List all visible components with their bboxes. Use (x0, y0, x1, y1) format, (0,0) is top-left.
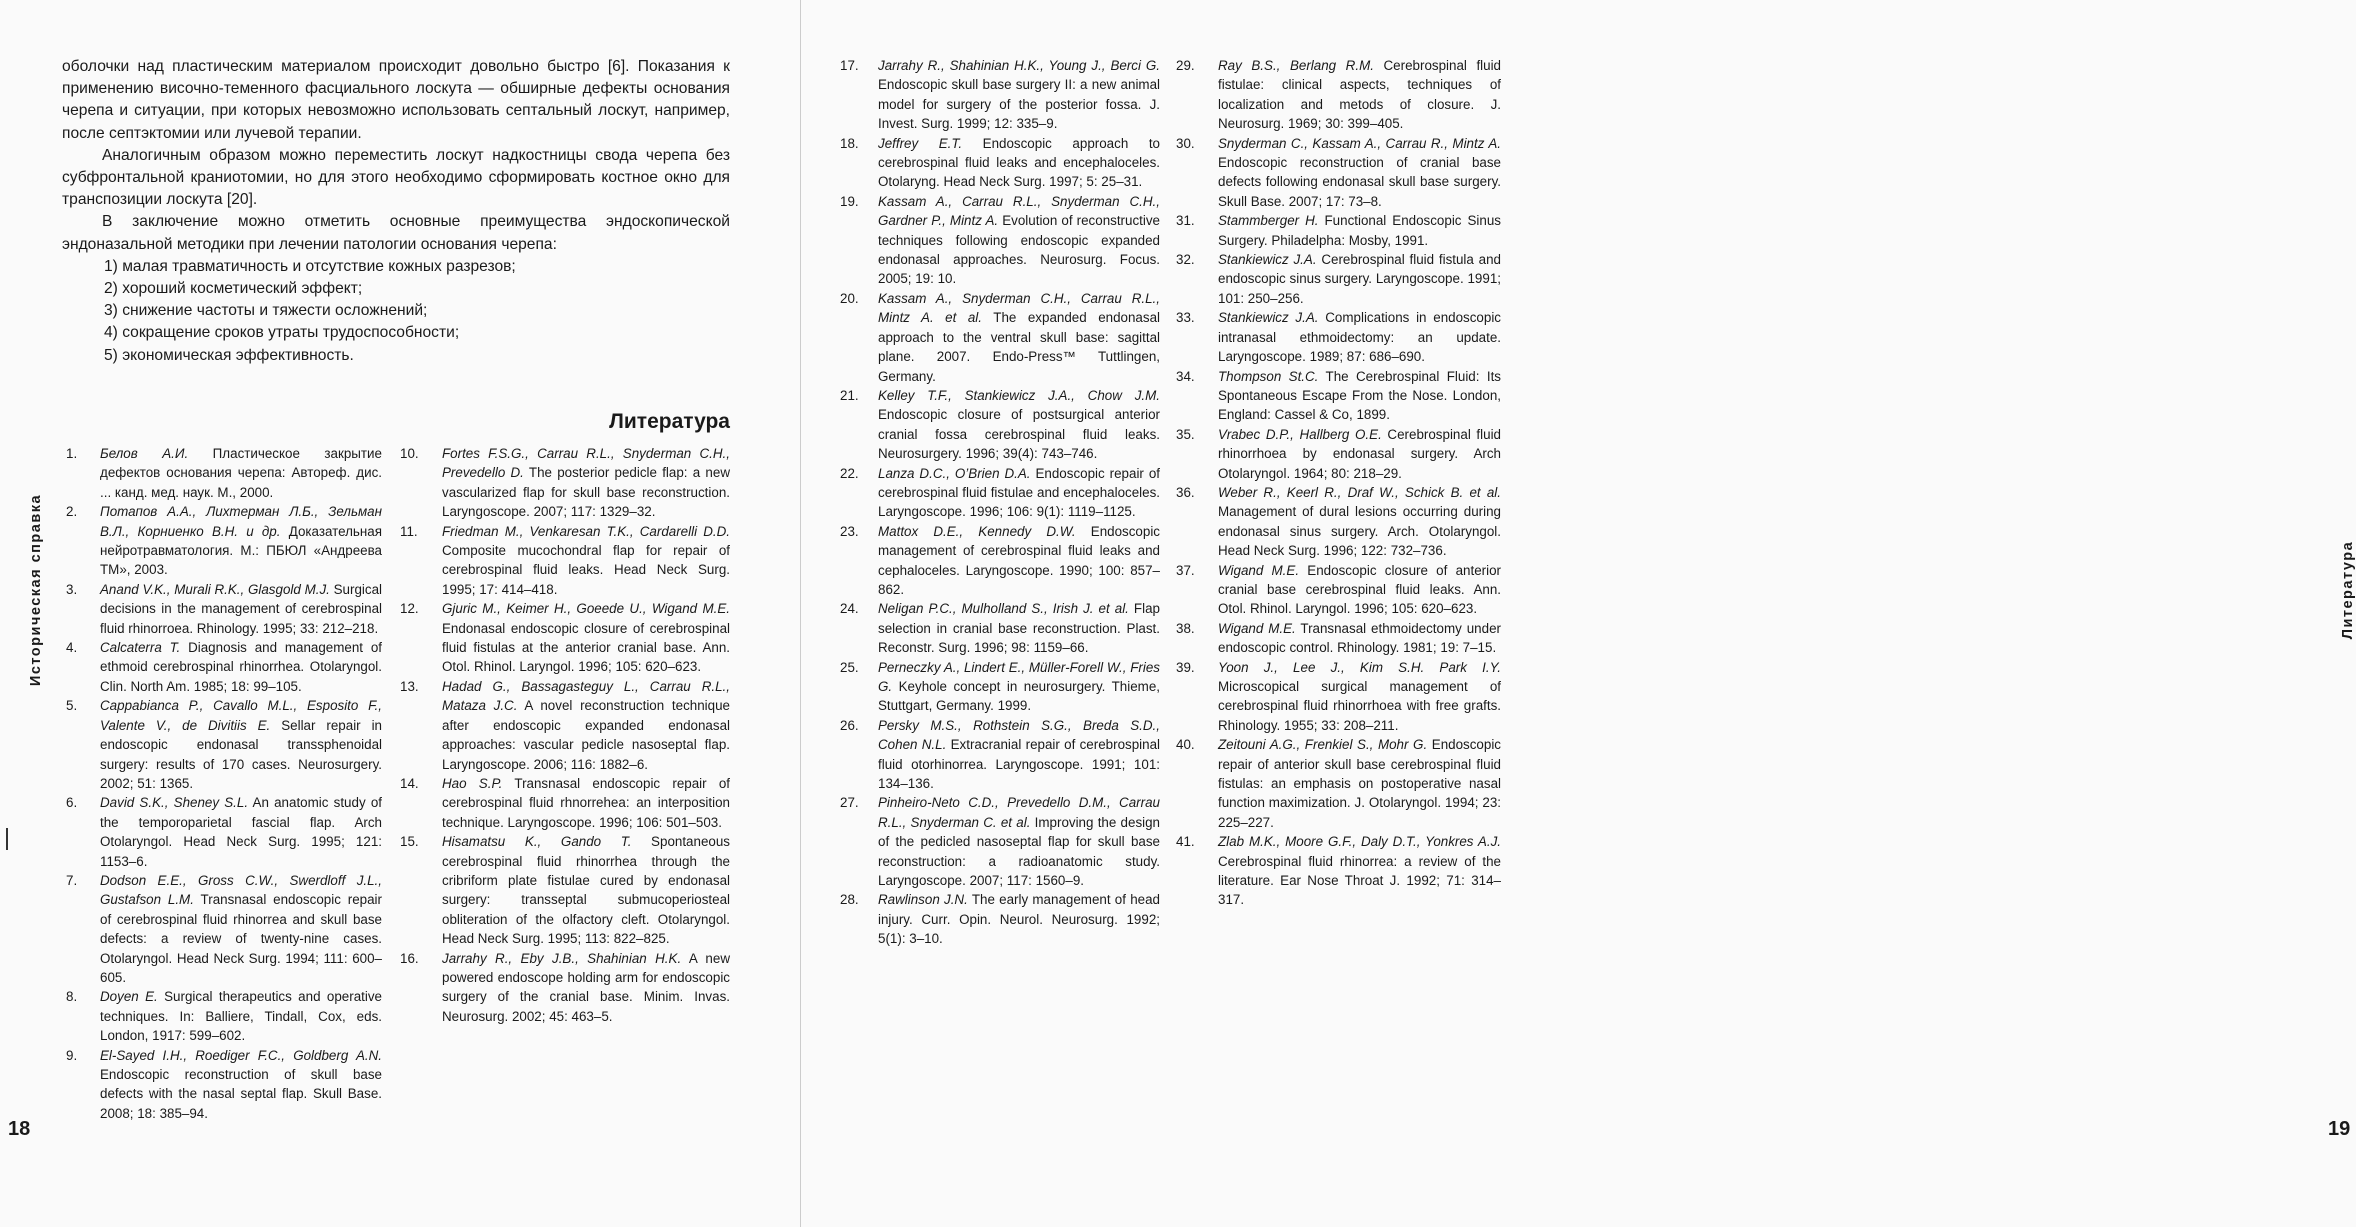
reference-text (878, 56, 1160, 134)
reference-number: 4. (66, 640, 78, 656)
reference-number: 33. (1176, 310, 1195, 326)
reference-authors: Gjuric M., Keimer H., Goeede U., Wigand M.E. (442, 601, 730, 617)
reference-text (1218, 832, 1501, 910)
reference-text (100, 444, 382, 502)
references-column-3 (840, 56, 1160, 949)
reference-body: The posterior pedicle flap: a new vascularized flap for skull base reconstruction. Laryngoscope. 2007; 117: 1329–32. (442, 465, 730, 520)
reference-body: Functional Endoscopic Sinus Surgery. Philadelpha: Mosby, 1991. (1218, 213, 1501, 248)
body-text (62, 56, 730, 367)
reference-body: Endoscopic repair of anterior skull base cerebrospinal fluid fistulas: an emphasis on postoperative nasal function maximization. J. Otolaryngol. 1994; 23: 225–227. (1218, 737, 1501, 830)
reference-authors: Jeffrey E.T. (878, 135, 963, 151)
reference-body: Cerebrospinal fluid rhinorrea: a review of the literature. Ear Nose Throat J. 1992; 71: 314–317. (1218, 853, 1501, 908)
reference-number: 17. (840, 58, 859, 73)
reference-body: Surgical decisions in the management of cerebrospinal fluid rhinorroea. Rhinology. 1995; 33: 212–218. (100, 581, 382, 636)
reference-authors: Потапов А.А., Лихтерман Л.Б., Зельман В.Л., Корниенко В.Н. и др. (100, 504, 382, 539)
reference-number: 41. (1176, 834, 1195, 850)
reference-number: 37. (1176, 562, 1195, 578)
reference-number: 22. (840, 465, 859, 481)
reference-text (442, 949, 730, 1027)
reference-body: Surgical therapeutics and operative techniques. In: Balliere, Tindall, Cox, eds. London, 1917: 599–602. (100, 989, 382, 1044)
paragraph: Аналогичным образом можно переместить лоскут надкостницы свода черепа без субфронтальной краниотомии, но для этого необходимо сформировать костное окно для транспозиции лоскута [20]. (62, 146, 730, 209)
reference-body: Composite mucochondral flap for repair of cerebrospinal fluid leaks. Head Neck Surg. 1995; 17: 414–418. (442, 543, 730, 597)
reference-authors: David S.K., Sheney S.L. (100, 795, 249, 811)
reference-item (1176, 308, 1501, 366)
reference-body: An anatomic study of the temporoparietal fascial flap. Arch Otolaryngol. Head Neck Surg. 1995; 121: 1153–6. (100, 795, 382, 869)
reference-authors: Kelley T.F., Stankiewicz J.A., Chow J.M. (878, 387, 1160, 403)
reference-number: 31. (1176, 213, 1195, 229)
reference-authors: Stammberger H. (1218, 213, 1319, 229)
reference-body: Endoscopic closure of anterior cranial base cerebrospinal fluid leaks. Ann. Otol. Rhinol. Laryngol. 1996; 105: 620–623. (1218, 562, 1501, 617)
reference-number: 3. (66, 581, 78, 597)
reference-text (1218, 211, 1501, 250)
reference-authors: Hao S.P. (442, 775, 503, 791)
advantages-list (62, 256, 730, 367)
reference-body: The expanded endonasal approach to the ventral skull base: sagittal plane. 2007. Endo-Press™ Tuttlingen, Germany. (878, 310, 1160, 384)
reference-text (1218, 308, 1501, 366)
reference-number: 23. (840, 523, 859, 539)
reference-text (100, 871, 382, 987)
reference-text (442, 774, 730, 832)
reference-authors: Hadad G., Bassagasteguy L., Carrau R.L., Mataza J.C. (442, 678, 730, 714)
reference-number: 39. (1176, 659, 1195, 675)
reference-body: Diagnosis and management of ethmoid cerebrospinal rhinorrhea. Otolaryngol. Clin. North Am. 1985; 18: 99–105. (100, 640, 382, 694)
reference-authors: Hisamatsu K., Gando T. (442, 834, 632, 850)
list-item: 2) хороший косметический эффект; (104, 280, 363, 298)
list-item: 3) снижение частоты и тяжести осложнений; (104, 302, 428, 320)
reference-item (840, 890, 1160, 948)
reference-number: 28. (840, 892, 859, 908)
reference-item (1176, 619, 1501, 658)
reference-authors: Pinheiro-Neto C.D., Prevedello D.M., Carrau R.L., Snyderman C. et al. (878, 795, 1160, 830)
reference-number: 10. (400, 446, 419, 461)
reference-authors: Ray B.S., Berlang R.M. (1218, 58, 1374, 73)
reference-authors: Neligan P.C., Mulholland S., Irish J. et al. (878, 601, 1129, 617)
reference-number: 12. (400, 601, 419, 617)
reference-authors: Kassam A., Snyderman C.H., Carrau R.L., Mintz A. et al. (878, 290, 1160, 326)
reference-item (1176, 735, 1501, 832)
reference-body: Пластическое закрытие дефектов основания черепа: Автореф. дис. ... канд. мед. наук. М., 2000. (100, 446, 382, 500)
reference-body: Cerebrospinal fluid rhinorrhoea by endonasal surgery. Arch Otolaryngol. 1964; 80: 218–29. (1218, 426, 1501, 481)
reference-body: Extracranial repair of cerebrospinal fluid otorhinorrea. Laryngoscope. 1991; 101: 134–136. (878, 737, 1161, 792)
references-column-4 (1176, 56, 1501, 910)
reference-body: Endoscopic reconstruction of skull base defects with the nasal septal flap. Skull Base. 2008; 18: 385–94. (100, 1067, 382, 1121)
reference-authors: Zlab M.K., Moore G.F., Daly D.T., Yonkres A.J. (1218, 834, 1501, 850)
reference-item (400, 444, 730, 522)
reference-text (878, 716, 1160, 794)
reference-number: 26. (840, 717, 859, 733)
reference-item (1176, 561, 1501, 619)
reference-authors: Zeitouni A.G., Frenkiel S., Mohr G. (1218, 737, 1428, 753)
reference-authors: Snyderman C., Kassam A., Carrau R., Mintz A. (1218, 135, 1501, 151)
reference-text (1218, 658, 1501, 736)
running-head-right: Литература (2340, 540, 2356, 640)
reference-text (100, 580, 382, 638)
reference-item (1176, 425, 1501, 483)
reference-body: Endoscopic skull base surgery II: a new animal model for surgery of the posterior fossa. J. Invest. Surg. 1999; 12: 335–9. (878, 77, 1160, 132)
reference-number: 8. (66, 989, 78, 1005)
reference-item (840, 289, 1160, 386)
reference-item (840, 56, 1160, 134)
reference-authors: Yoon J., Lee J., Kim S.H. Park I.Y. (1218, 659, 1501, 675)
reference-authors: Rawlinson J.N. (878, 892, 968, 908)
reference-text (100, 638, 382, 696)
reference-body: Complications in endoscopic intranasal ethmoidectomy: an update. Laryngoscope. 1989; 87: 686–690. (1218, 310, 1501, 365)
reference-text (878, 386, 1160, 464)
reference-number: 27. (840, 795, 859, 811)
reference-authors: Jarrahy R., Shahinian H.K., Young J., Berci G. (878, 58, 1160, 73)
list-item: 4) сокращение сроков утраты трудоспособности; (104, 324, 460, 342)
reference-authors: Calcaterra T. (100, 640, 181, 656)
reference-item (62, 502, 382, 580)
reference-item (62, 1046, 382, 1124)
reference-item (62, 987, 382, 1045)
reference-item (1176, 134, 1501, 212)
reference-number: 38. (1176, 620, 1195, 636)
literature-heading: Литература (609, 410, 730, 433)
reference-authors: Cappabianca P., Cavallo M.L., Esposito F., Valente V., de Divitiis E. (100, 698, 382, 733)
page-number-right: 19 (2328, 1118, 2351, 1140)
reference-item (840, 599, 1160, 657)
reference-item (400, 522, 730, 600)
reference-authors: Wigand M.E. (1218, 562, 1300, 578)
reference-item (62, 793, 382, 871)
reference-item (400, 832, 730, 948)
reference-text (878, 134, 1160, 192)
reference-body: Flap selection in cranial base reconstruction. Plast. Reconstr. Surg. 1996; 98: 1159–66. (878, 601, 1160, 656)
reference-authors: Anand V.K., Murali R.K., Glasgold M.J. (100, 581, 330, 597)
reference-body: The Cerebrospinal Fluid: Its Spontaneous Escape From the Nose. London, England: Cassel & Co, 1899. (1218, 368, 1501, 423)
running-head-left: Историческая справка (28, 493, 44, 687)
reference-authors: Stankiewicz J.A. (1218, 310, 1319, 326)
reference-text (100, 793, 382, 871)
reference-body: Spontaneous cerebrospinal fluid rhinorrhea through the cribriform plate fistulae cured by endonasal surgery: transseptal submucoperiosteal obliteration of the olfactory cleft. Otolaryngol. Head Neck Surg. 1995; 113: 822–825. (442, 834, 730, 947)
reference-number: 32. (1176, 252, 1195, 268)
reference-number: 20. (840, 290, 859, 306)
reference-number: 9. (66, 1047, 78, 1063)
reference-text (442, 444, 730, 522)
references-column-1 (62, 444, 382, 1123)
reference-item (400, 677, 730, 774)
reference-item (62, 638, 382, 696)
reference-authors: Persky M.S., Rothstein S.G., Breda S.D., Cohen N.L. (878, 717, 1160, 753)
page-number-left: 18 (8, 1118, 31, 1140)
reference-text (878, 890, 1160, 948)
reference-item (62, 580, 382, 638)
reference-number: 6. (66, 795, 78, 811)
reference-body: Endoscopic reconstruction of cranial base defects following endonasal skull base surgery. Skull Base. 2007; 17: 73–8. (1218, 155, 1501, 209)
reference-text (1218, 425, 1501, 483)
reference-item (840, 134, 1160, 192)
margin-mark (6, 828, 8, 850)
reference-text (878, 599, 1160, 657)
reference-item (400, 599, 730, 677)
list-item: 5) экономическая эффективность. (104, 346, 354, 364)
reference-authors: Dodson E.E., Gross C.W., Swerdloff J.L., Gustafson L.M. (100, 872, 382, 908)
reference-body: Transnasal ethmoidectomy under endoscopic control. Rhinology. 1981; 19: 7–15. (1218, 620, 1501, 656)
reference-number: 21. (840, 387, 859, 403)
reference-number: 18. (840, 135, 859, 151)
reference-authors: Doyen E. (100, 989, 158, 1005)
reference-text (878, 793, 1160, 890)
reference-item (1176, 832, 1501, 910)
reference-number: 25. (840, 659, 859, 675)
reference-body: Improving the design of the pedicled nasoseptal flap for skull base reconstruction: a radioanatomic study. Laryngoscope. 2007; 117: 1560–9. (878, 814, 1161, 889)
reference-body: Endoscopic repair of cerebrospinal fluid fistulae and encephaloceles. Laryngoscope. 1996; 106: 9(1): 1119–1125. (878, 465, 1161, 520)
reference-number: 40. (1176, 737, 1195, 753)
reference-item (1176, 211, 1501, 250)
reference-item (62, 696, 382, 793)
reference-text (442, 832, 730, 948)
reference-number: 7. (66, 872, 78, 888)
reference-item (840, 522, 1160, 600)
reference-number: 2. (66, 504, 78, 520)
reference-text (100, 696, 382, 793)
reference-body: Microscopical surgical management of cerebrospinal fluid rhinorrhoea with free grafts. Rhinology. 1955; 33: 208–211. (1218, 679, 1501, 733)
reference-item (400, 949, 730, 1027)
reference-authors: Mattox D.E., Kennedy D.W. (878, 523, 1076, 539)
list-item: 1) малая травматичность и отсутствие кожных разрезов; (104, 257, 516, 275)
reference-item (840, 793, 1160, 890)
reference-item (400, 774, 730, 832)
reference-item (840, 192, 1160, 289)
reference-body: Endonasal endoscopic closure of cerebrospinal fluid fistulas at the anterior cranial base. Ann. Otol. Rhinol. Laryngol. 1996; 105: 620–623. (442, 620, 730, 675)
reference-body: Transnasal endoscopic repair of cerebrospinal fluid rhnorrehea: an interposition technique. Laryngoscope. 1996; 106: 501–503. (442, 775, 730, 830)
reference-item (1176, 250, 1501, 308)
reference-body: Доказательная нейротравматология. М.: ПБЮЛ «Андреева ТМ», 2003. (100, 523, 382, 578)
left-page (0, 0, 800, 1227)
paragraph: В заключение можно отметить основные преимущества эндоскопической эндоназальной методики при лечении патологии основания черепа: (62, 213, 730, 253)
reference-number: 29. (1176, 58, 1195, 73)
reference-text (1218, 735, 1501, 832)
reference-number: 13. (400, 678, 419, 694)
reference-text (878, 658, 1160, 716)
reference-authors: Jarrahy R., Eby J.B., Shahinian H.K. (442, 950, 682, 966)
reference-authors: Fortes F.S.G., Carrau R.L., Snyderman C.H., Prevedello D. (442, 446, 730, 481)
reference-text (878, 522, 1160, 600)
references-column-2 (400, 444, 730, 1026)
reference-number: 35. (1176, 426, 1195, 442)
reference-authors: Thompson St.C. (1218, 368, 1319, 384)
reference-number: 36. (1176, 484, 1195, 500)
reference-number: 14. (400, 775, 419, 791)
reference-item (1176, 56, 1501, 134)
reference-number: 15. (400, 834, 419, 850)
reference-text (100, 1046, 382, 1124)
reference-number: 16. (400, 950, 419, 966)
reference-text (1218, 483, 1501, 561)
reference-number: 34. (1176, 368, 1195, 384)
reference-item (840, 716, 1160, 794)
reference-authors: Friedman M., Venkaresan T.K., Cardarelli D.D. (442, 523, 730, 539)
reference-item (62, 444, 382, 502)
reference-body: Endoscopic closure of postsurgical anterior cranial fossa cerebrospinal fluid leaks. Neurosurgery. 1996; 39(4): 743–746. (878, 407, 1160, 462)
reference-text (1218, 619, 1501, 658)
reference-item (840, 386, 1160, 464)
reference-text (442, 522, 730, 600)
reference-body: Cerebrospinal fluid fistulae: clinical aspects, techniques of localization and metods of closure. J. Neurosurg. 1969; 30: 399–405. (1218, 58, 1502, 132)
reference-authors: El-Sayed I.H., Roediger F.C., Goldberg A.N. (100, 1047, 382, 1063)
reference-authors: Vrabec D.P., Hallberg O.E. (1218, 426, 1382, 442)
reference-number: 5. (66, 698, 78, 714)
reference-number: 19. (840, 193, 859, 209)
reference-authors: Weber R., Keerl R., Draf W., Schick B. et al. (1218, 484, 1501, 500)
reference-text (1218, 250, 1501, 308)
reference-number: 11. (400, 523, 418, 539)
reference-text (442, 599, 730, 677)
reference-authors: Perneczky A., Lindert E., Müller-Forell W., Fries G. (878, 659, 1160, 694)
reference-body: Evolution of reconstructive techniques following endoscopic expanded endonasal approaches. Neurosurg. Focus. 2005; 19: 10. (878, 213, 1160, 287)
reference-item (1176, 483, 1501, 561)
reference-text (878, 289, 1160, 386)
reference-text (1218, 56, 1501, 134)
reference-text (100, 502, 382, 580)
reference-body: Management of dural lesions occurring during endonasal sinus surgery. Arch. Otolaryngol. Head Neck Surg. 1996; 122: 732–736. (1218, 504, 1501, 559)
reference-authors: Kassam A., Carrau R.L., Snyderman C.H., Gardner P., Mintz A. (878, 193, 1160, 229)
reference-item (1176, 367, 1501, 425)
reference-item (62, 871, 382, 987)
reference-authors: Stankiewicz J.A. (1218, 252, 1317, 268)
reference-number: 30. (1176, 135, 1195, 151)
reference-body: Endoscopic approach to cerebrospinal fluid leaks and encephaloceles. Otolaryng. Head Neck Surg. 1997; 5: 25–31. (878, 135, 1160, 190)
reference-item (840, 658, 1160, 716)
reference-body: Transnasal endoscopic repair of cerebrospinal fluid rhinorrea and skull base defects: a review of twenty-nine cases. Otolaryngol. Head Neck Surg. 1994; 111: 600–605. (100, 892, 382, 985)
reference-item (840, 464, 1160, 522)
reference-authors: Lanza D.C., O’Brien D.A. (878, 465, 1031, 481)
reference-text (878, 192, 1160, 289)
reference-authors: Белов А.И. (100, 446, 189, 461)
reference-number: 24. (840, 601, 859, 617)
reference-body: A new powered endoscope holding arm for endoscopic surgery of the cranial base. Minim. Invas. Neurosurg. 2002; 45: 463–5. (442, 950, 730, 1024)
reference-text (100, 987, 382, 1045)
reference-text (878, 464, 1160, 522)
reference-text (1218, 134, 1501, 212)
paragraph: оболочки над пластическим материалом происходит довольно быстро [6]. Показания к применению височно-теменного фасциального лоскута — обширные дефекты основания черепа и ситуации, при которых невозможно использовать септальный лоскут, например, после септэктомии или лучевой терапии. (62, 58, 730, 142)
reference-text (1218, 367, 1501, 425)
reference-body: Sellar repair in endoscopic endonasal transsphenoidal surgery: results of 170 cases. Neurosurgery. 2002; 51: 1365. (100, 717, 382, 791)
reference-text (442, 677, 730, 774)
reference-body: The early management of head injury. Curr. Opin. Neurol. Neurosurg. 1992; 5(1): 3–10. (878, 892, 1160, 947)
reference-body: A novel reconstruction technique after endoscopic expanded endonasal approaches: vascular pedicle nasoseptal flap. Laryngoscope. 2006; 116: 1882–6. (442, 698, 730, 772)
reference-text (1218, 561, 1501, 619)
reference-item (1176, 658, 1501, 736)
reference-body: Endoscopic management of cerebrospinal fluid leaks and cephaloceles. Laryngoscope. 1990; 100: 857–862. (878, 523, 1160, 597)
reference-authors: Wigand M.E. (1218, 620, 1296, 636)
reference-number: 1. (66, 446, 78, 461)
reference-body: Cerebrospinal fluid fistula and endoscopic sinus surgery. Laryngoscope. 1991; 101: 250–256. (1218, 252, 1501, 306)
reference-body: Keyhole concept in neurosurgery. Thieme, Stuttgart, Germany. 1999. (878, 679, 1160, 714)
